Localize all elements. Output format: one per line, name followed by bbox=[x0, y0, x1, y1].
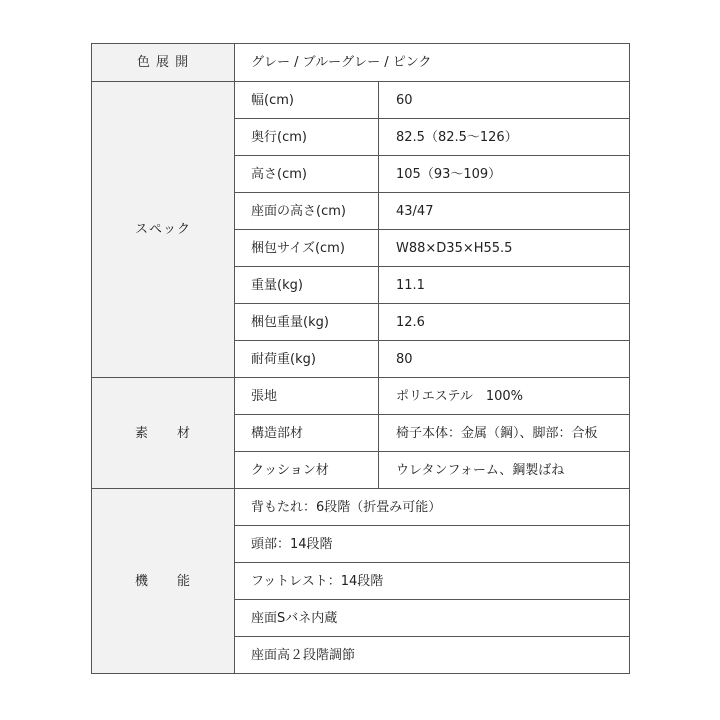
table-row bbox=[92, 489, 630, 526]
spec-name: 梱包サイズ(cm) bbox=[235, 230, 379, 267]
color-value: グレー / ブルーグレー / ピンク bbox=[235, 44, 630, 82]
table-row bbox=[92, 82, 630, 119]
spec-name: 奥行(cm) bbox=[235, 119, 379, 156]
spec-value: 12.6 bbox=[379, 304, 630, 341]
color-header: 色 展 開 bbox=[92, 44, 235, 82]
material-header: 素 材 bbox=[92, 378, 235, 489]
spec-value: 60 bbox=[379, 82, 630, 119]
spec-name: 幅(cm) bbox=[235, 82, 379, 119]
spec-name: 耐荷重(kg) bbox=[235, 341, 379, 378]
function-item: 座面高２段階調節 bbox=[235, 637, 630, 674]
function-header: 機 能 bbox=[92, 489, 235, 674]
function-item: 背もたれ：6段階（折畳み可能） bbox=[235, 489, 630, 526]
material-value: ウレタンフォーム、鋼製ばね bbox=[379, 452, 630, 489]
material-name: 構造部材 bbox=[235, 415, 379, 452]
function-item: 頭部：14段階 bbox=[235, 526, 630, 563]
material-value: 椅子本体：金属（鋼）、脚部：合板 bbox=[379, 415, 630, 452]
function-item: 座面Sバネ内蔵 bbox=[235, 600, 630, 637]
spec-name: 重量(kg) bbox=[235, 267, 379, 304]
material-name: 張地 bbox=[235, 378, 379, 415]
spec-value: 105（93〜109） bbox=[379, 156, 630, 193]
material-value: ポリエステル 100% bbox=[379, 378, 630, 415]
spec-value: 80 bbox=[379, 341, 630, 378]
spec-table bbox=[91, 43, 630, 674]
table-row bbox=[92, 378, 630, 415]
spec-name: 高さ(cm) bbox=[235, 156, 379, 193]
spec-value: 82.5（82.5〜126） bbox=[379, 119, 630, 156]
spec-value: 43/47 bbox=[379, 193, 630, 230]
material-name: クッション材 bbox=[235, 452, 379, 489]
spec-value: W88×D35×H55.5 bbox=[379, 230, 630, 267]
spec-name: 座面の高さ(cm) bbox=[235, 193, 379, 230]
spec-value: 11.1 bbox=[379, 267, 630, 304]
spec-name: 梱包重量(kg) bbox=[235, 304, 379, 341]
function-item: フットレスト：14段階 bbox=[235, 563, 630, 600]
table-row-color bbox=[92, 44, 630, 82]
spec-header: スペック bbox=[92, 82, 235, 378]
